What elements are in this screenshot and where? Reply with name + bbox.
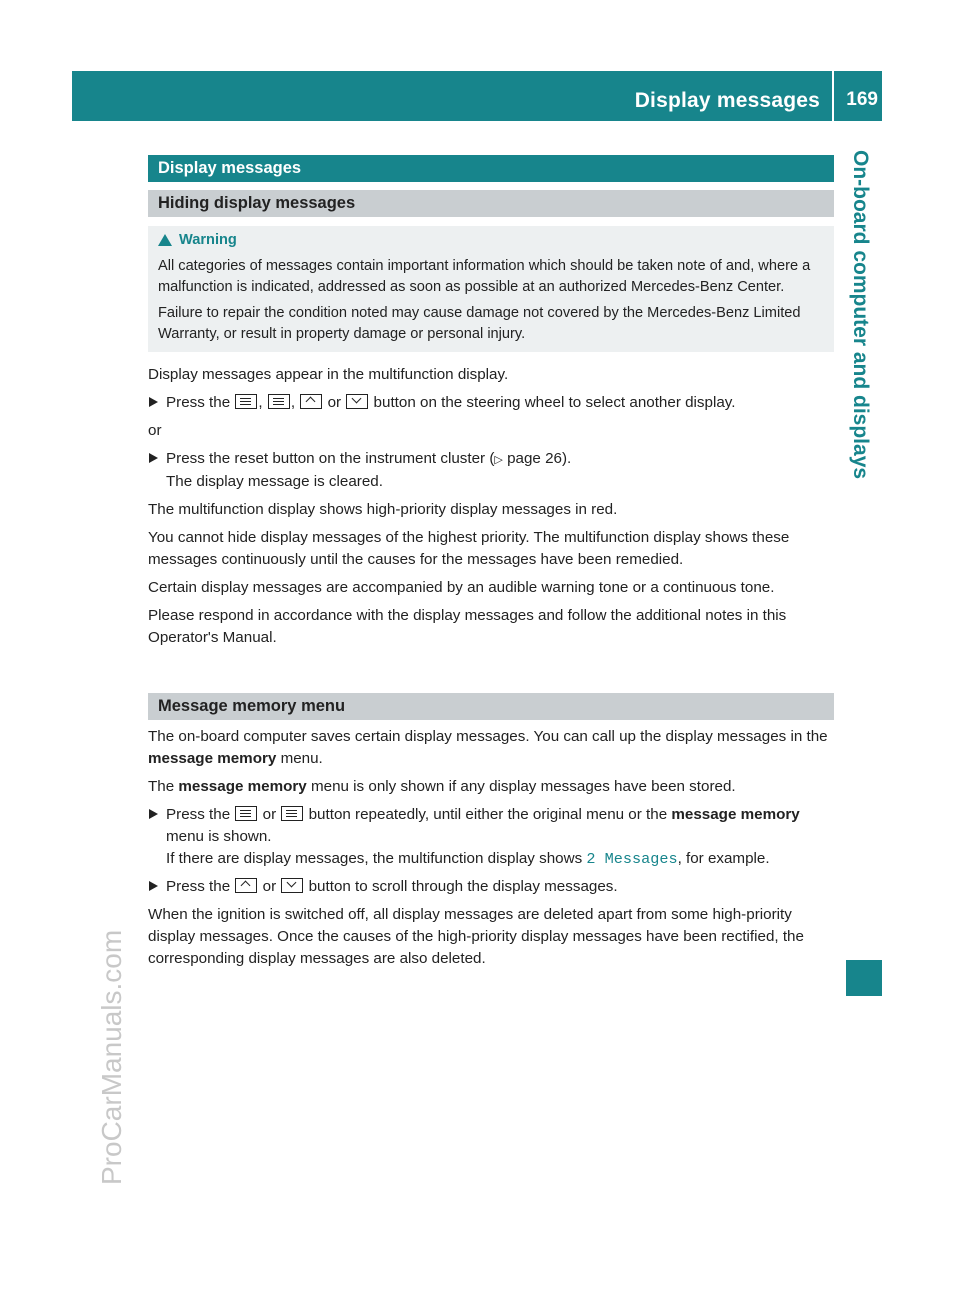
- header-title: Display messages: [634, 89, 820, 112]
- paragraph: You cannot hide display messages of the highest priority. The multifunction display shows these messages continuously until the causes for the messages have been remedied.: [148, 528, 790, 568]
- paragraph: The multifunction display shows high-priority display messages in red.: [148, 500, 618, 518]
- step-item: Press the , , or button on the steering wheel to select another display.: [148, 392, 834, 414]
- watermark: ProCarManuals.com: [96, 929, 127, 1185]
- subsection-title: Message memory menu: [148, 693, 834, 720]
- page-content: [148, 155, 834, 970]
- page-reference-icon: ▷: [494, 453, 503, 466]
- or-text: or: [148, 421, 162, 439]
- step-item: Press the or button repeatedly, until either the original menu or the message memory menu is shown. If there are display messages, the multifunction display shows 2 Messages, for example.: [148, 804, 834, 870]
- menu-forward-button-icon: [235, 806, 257, 821]
- intro-paragraph: Display messages appear in the multifunction display.: [148, 365, 509, 383]
- page-header: [72, 71, 882, 121]
- up-button-icon: [300, 394, 322, 409]
- warning-heading: [158, 230, 826, 252]
- warning-title: Warning: [179, 232, 237, 248]
- step-arrow-icon: [149, 809, 158, 819]
- step-item: Press the reset button on the instrument cluster (▷ page 26). The display message is cleared.: [148, 448, 834, 493]
- warning-text-2: Failure to repair the condition noted may cause damage not covered by the Mercedes-Benz Limited Warranty, or result in property damage or personal injury.: [158, 304, 801, 342]
- up-button-icon: [235, 878, 257, 893]
- subsection-title: Hiding display messages: [148, 190, 834, 217]
- menu-back-button-icon: [268, 394, 290, 409]
- step-item: Press the or button to scroll through the display messages.: [148, 876, 834, 898]
- paragraph: The message memory menu is only shown if any display messages have been stored.: [148, 777, 736, 795]
- warning-box: [148, 226, 834, 352]
- page-reference: page 26).: [507, 449, 572, 467]
- paragraph: Please respond in accordance with the display messages and follow the additional notes in this Operator's Manual.: [148, 606, 787, 646]
- side-tab-marker: [846, 960, 882, 996]
- step-arrow-icon: [149, 453, 158, 463]
- menu-forward-button-icon: [235, 394, 257, 409]
- step-arrow-icon: [149, 881, 158, 891]
- step-arrow-icon: [149, 397, 158, 407]
- paragraph: The on-board computer saves certain display messages. You can call up the display messages in the message memory menu.: [148, 727, 828, 767]
- down-button-icon: [346, 394, 368, 409]
- paragraph: When the ignition is switched off, all display messages are deleted apart from some high-priority display messages. Once the causes of the high-priority display messages have been rectified, the corresponding display messages are also deleted.: [148, 905, 804, 967]
- display-text: 2 Messages: [586, 849, 678, 868]
- side-tab-label: On-board computer and displays: [849, 150, 872, 480]
- warning-triangle-icon: [158, 234, 172, 246]
- step-result: The display message is cleared.: [166, 472, 383, 490]
- menu-back-button-icon: [281, 806, 303, 821]
- warning-text-1: All categories of messages contain important information which should be taken note of and, where a malfunction is indicated, addressed as soon as possible at an authorized Mercedes-Benz Center.: [158, 257, 811, 295]
- paragraph: Certain display messages are accompanied by an audible warning tone or a continuous tone.: [148, 578, 775, 596]
- down-button-icon: [281, 878, 303, 893]
- section-title: Display messages: [148, 155, 834, 182]
- header-divider: [832, 71, 834, 121]
- side-tab: [840, 150, 880, 690]
- page-number: 169: [846, 89, 878, 110]
